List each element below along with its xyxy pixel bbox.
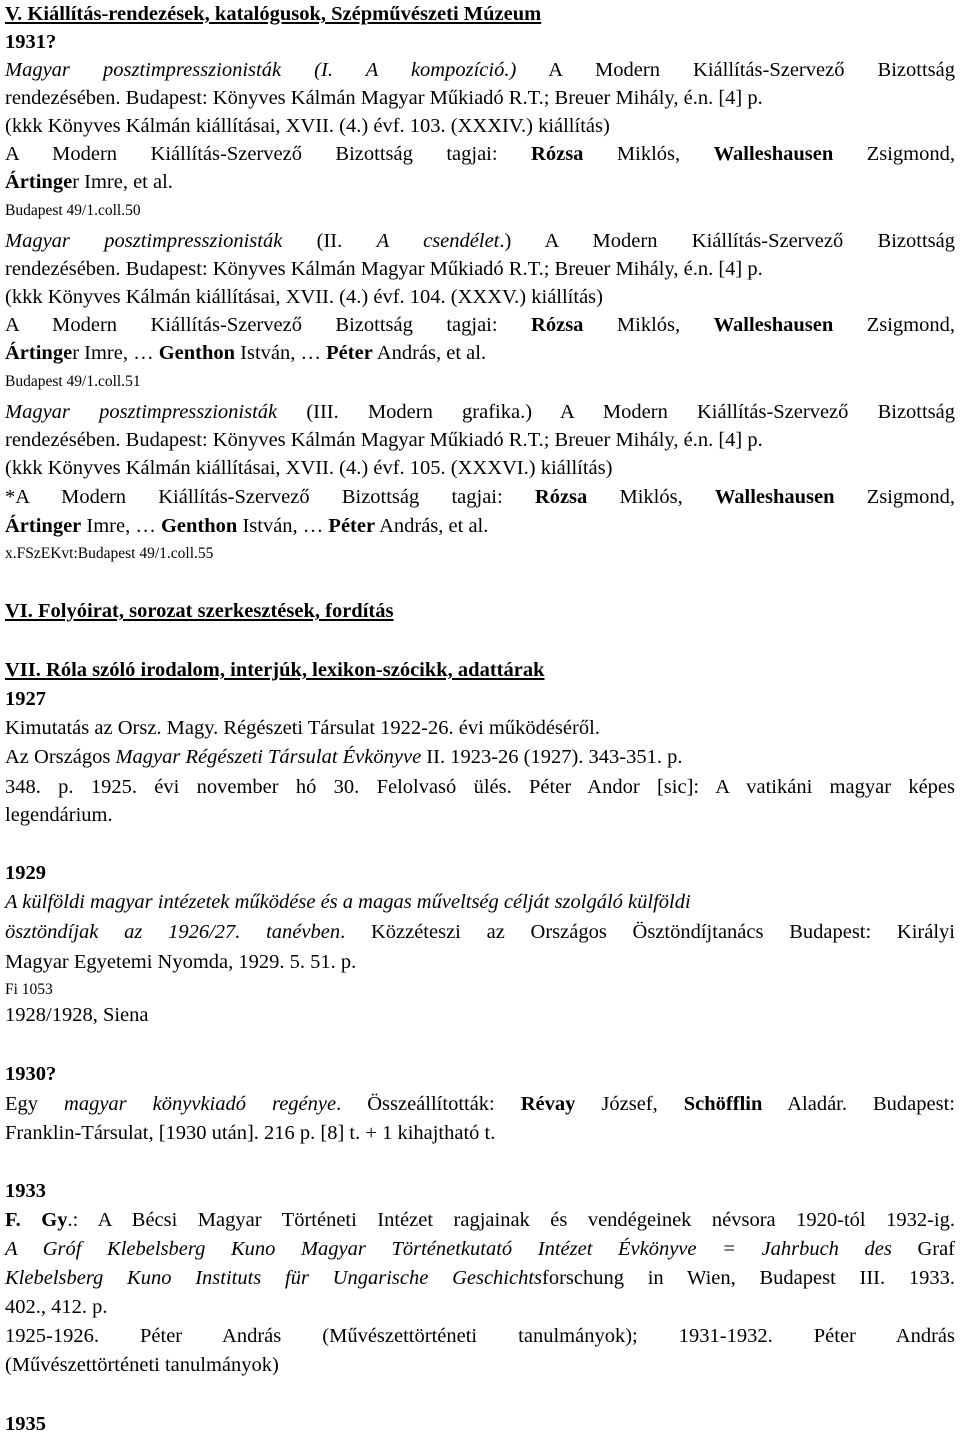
entry-1-location: Budapest 49/1.coll.50 [5, 202, 141, 219]
author-revay: Révay [520, 1093, 576, 1115]
y1933-line-1 [5, 1206, 955, 1234]
y1933-line-3-rest: forschung in Wien, Budapest III. 1933. [542, 1267, 955, 1289]
year-1929: 1929 [5, 862, 46, 884]
entry-2-subtitle: A csendélet [376, 230, 500, 252]
author-schofflin: Schöfflin [683, 1093, 763, 1115]
member-peter-rest: András, et al. [372, 342, 487, 364]
author-f-gy: F. Gy [5, 1209, 68, 1231]
section-vi-heading: VI. Folyóirat, sorozat szerkesztések, fordítás [5, 600, 394, 622]
member-genthon: Genthon [158, 342, 236, 364]
member-rozsa-rest: Miklós, [583, 314, 714, 336]
y1933-line-3 [5, 1264, 955, 1292]
entry-1-publisher: A Modern Kiállítás-Szervező Bizottság [516, 59, 955, 81]
y1927-line-3: 348. p. 1925. évi november hó 30. Felolvasó ülés. Péter Andor [sic]: A vatikáni magyar képes [5, 776, 955, 798]
entry-1-title: Magyar posztimpresszionisták (I. A kompozíció.) [5, 59, 517, 81]
y1933-line-2 [5, 1235, 955, 1263]
y1933-yearbook-title-cont: Klebelsberg Kuno Instituts für Ungarische Geschichts [5, 1267, 543, 1289]
entry-3-title-plain: (III. Modern grafika.) A Modern Kiállítás-Szervező Bizottság [277, 401, 956, 423]
author-schofflin-rest: Aladár. Budapest: [762, 1093, 955, 1115]
entry-1-imprint: rendezésében. Budapest: Könyves Kálmán Magyar Műkiadó R.T.; Breuer Mihály, é.n. [4] p. [5, 87, 763, 109]
y1933-line-6: (Művészettörténeti tanulmányok) [5, 1354, 279, 1376]
year-1927: 1927 [5, 688, 46, 710]
member-artinger: Ártinger [5, 515, 82, 537]
member-walleshausen: Walleshausen [713, 143, 834, 165]
member-artinger: Ártinge [5, 171, 73, 193]
y1933-line-5: 1925-1926. Péter András (Művészettörténeti tanulmányok); 1931-1932. Péter András [5, 1325, 955, 1347]
y1927-line-2-rest: II. 1923-26 (1927). 343-351. p. [421, 746, 683, 768]
member-genthon-rest: István, … [237, 515, 329, 537]
section-v-heading: V. Kiállítás-rendezések, katalógusok, Szépművészeti Múzeum [5, 3, 542, 25]
entry-1-members [5, 140, 955, 168]
entry-2-members-cont [5, 339, 955, 367]
year-1933: 1933 [5, 1180, 46, 1202]
entry-2-members [5, 311, 955, 339]
y1929-line-4: Fi 1053 [5, 981, 53, 998]
year-1935: 1935 [5, 1413, 46, 1435]
y1927-line-2-prefix: Az O [5, 746, 49, 768]
y1930-line-1 [5, 1090, 955, 1118]
entry-1-title-line [5, 56, 955, 84]
y1929-line-1: A külföldi magyar intézetek működése és a magas műveltség célját szolgáló külföldi [5, 891, 691, 913]
member-rozsa-rest: Miklós, [583, 143, 714, 165]
year-1930: 1930? [5, 1063, 57, 1085]
member-walleshausen-rest: Zsigmond, [834, 486, 955, 508]
entry-1-series: (kkk Könyves Kálmán kiállításai, XVII. (4.) évf. 103. (XXXIV.) kiállítás) [5, 115, 610, 137]
section-v-year: 1931? [5, 31, 57, 53]
y1929-line-5: 1928/1928, Siena [5, 1004, 149, 1026]
section-vii-heading: VII. Róla szóló irodalom, interjúk, lexikon-szócikk, adattárak [5, 659, 545, 681]
entry-3-members-cont [5, 512, 955, 540]
y1927-line-1: Kimutatás az Orsz. Magy. Régészeti Társulat 1922-26. évi működéséről. [5, 717, 600, 739]
y1927-line-2-prefix-b: rszágos [48, 746, 116, 768]
members-prefix: A Modern Kiállítás-Szervező Bizottság tagjai: [5, 314, 532, 336]
members-prefix: A Modern Kiállítás-Szervező Bizottság tagjai: [5, 143, 532, 165]
member-peter: Péter [326, 342, 373, 364]
y1930-line-2: Franklin-Társulat, [1930 után]. 216 p. [8] t. + 1 kihajtható t. [5, 1122, 496, 1144]
y1929-title-cont: ösztöndíjak az 1926/27. tanévben [5, 921, 341, 943]
y1933-line-1-rest: .: A Bécsi Magyar Történeti Intézet ragjainak és vendégeinek névsora 1920-tól 1932-ig. [67, 1209, 955, 1231]
member-genthon-rest: István, … [235, 342, 327, 364]
member-walleshausen-rest: Zsigmond, [833, 314, 955, 336]
entry-2-imprint: rendezésében. Budapest: Könyves Kálmán Magyar Műkiadó R.T.; Breuer Mihály, é.n. [4] p. [5, 258, 763, 280]
y1933-line-4: 402., 412. p. [5, 1296, 108, 1318]
y1929-line-2 [5, 918, 955, 946]
entry-2-title-line [5, 227, 955, 255]
entry-2-publisher: .) A Modern Kiállítás-Szervező Bizottság [499, 230, 955, 252]
member-artinger-rest: r Imre, et al. [72, 171, 173, 193]
member-rozsa: Rózsa [534, 486, 588, 508]
members-prefix: *A Modern Kiállítás-Szervező Bizottság tagjai: [5, 486, 535, 508]
y1927-line-4: legendárium. [5, 804, 113, 826]
entry-3-title: Magyar posztimpresszionisták [5, 401, 278, 423]
y1933-yearbook-title: A Gróf Klebelsberg Kuno Magyar Történetkutató Intézet Évkönyve = Jahrbuch des [5, 1238, 892, 1260]
member-peter-rest: András, et al. [375, 515, 489, 537]
entry-2-title-plain: (II. [282, 230, 377, 252]
y1933-line-2-rest: Graf [891, 1238, 956, 1260]
y1927-journal-title: Magyar Régészeti Társulat Évkönyve [115, 746, 422, 768]
member-artinger-rest: Imre, … [81, 515, 161, 537]
entry-3-imprint: rendezésében. Budapest: Könyves Kálmán Magyar Műkiadó R.T.; Breuer Mihály, é.n. [4] p. [5, 429, 763, 451]
member-artinger: Ártinge [5, 342, 73, 364]
entry-3-location: x.FSzEKvt:Budapest 49/1.coll.55 [5, 545, 214, 562]
member-rozsa: Rózsa [531, 143, 584, 165]
entry-3-members [5, 483, 955, 511]
member-genthon: Genthon [160, 515, 238, 537]
entry-2-series: (kkk Könyves Kálmán kiállításai, XVII. (4.) évf. 104. (XXXV.) kiállítás) [5, 286, 603, 308]
entry-3-series: (kkk Könyves Kálmán kiállításai, XVII. (4.) évf. 105. (XXXVI.) kiállítás) [5, 457, 613, 479]
entry-2-location: Budapest 49/1.coll.51 [5, 373, 141, 390]
entry-3-title-line [5, 398, 955, 426]
y1929-line-3: Magyar Egyetemi Nyomda, 1929. 5. 51. p. [5, 951, 357, 973]
y1930-line-1-prefix: Egy [5, 1093, 65, 1115]
y1927-line-2 [5, 743, 955, 771]
y1929-line-2-rest: . Közzéteszi az Országos Ösztöndíjtanács Budapest: Királyi [340, 921, 955, 943]
author-revay-rest: József, [575, 1093, 684, 1115]
member-peter: Péter [328, 515, 376, 537]
member-rozsa-rest: Miklós, [587, 486, 715, 508]
member-walleshausen-rest: Zsigmond, [833, 143, 955, 165]
y1930-compiled-by: . Összeállították: [336, 1093, 521, 1115]
member-artinger-rest: r Imre, … [72, 342, 159, 364]
y1930-title: magyar könyvkiadó regénye [64, 1093, 337, 1115]
entry-2-title: Magyar posztimpresszionisták [5, 230, 283, 252]
member-rozsa: Rózsa [531, 314, 584, 336]
entry-1-members-cont [5, 168, 955, 196]
member-walleshausen: Walleshausen [713, 314, 834, 336]
member-walleshausen: Walleshausen [714, 486, 835, 508]
